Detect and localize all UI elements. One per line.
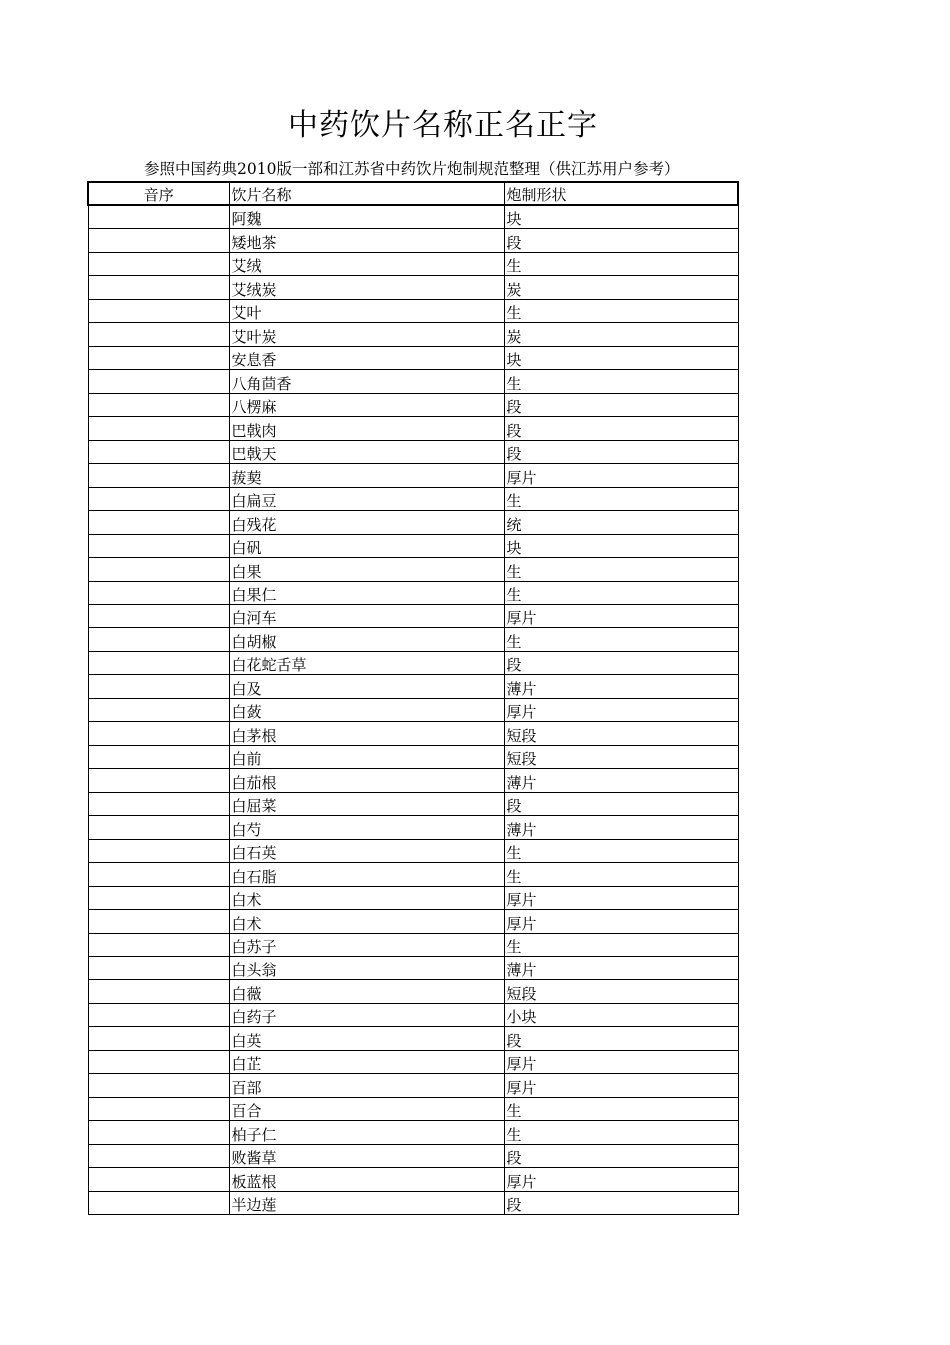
table-row bbox=[88, 534, 738, 557]
cell-processing-form: 厚片 bbox=[504, 1050, 738, 1073]
cell-processing-form: 厚片 bbox=[504, 604, 738, 627]
cell-herb-name: 菝葜 bbox=[229, 464, 504, 487]
cell-processing-form: 块 bbox=[504, 346, 738, 369]
cell-order bbox=[88, 698, 229, 721]
cell-processing-form: 厚片 bbox=[504, 464, 738, 487]
cell-processing-form: 生 bbox=[504, 1097, 738, 1120]
cell-order bbox=[88, 440, 229, 463]
cell-order bbox=[88, 1027, 229, 1050]
cell-processing-form: 生 bbox=[504, 252, 738, 275]
cell-processing-form: 生 bbox=[504, 933, 738, 956]
table-row bbox=[88, 487, 738, 510]
cell-order bbox=[88, 628, 229, 651]
cell-order bbox=[88, 839, 229, 862]
cell-order bbox=[88, 487, 229, 510]
cell-processing-form: 薄片 bbox=[504, 769, 738, 792]
cell-herb-name: 白果 bbox=[229, 558, 504, 581]
cell-processing-form: 段 bbox=[504, 792, 738, 815]
table-row bbox=[88, 511, 738, 534]
cell-order bbox=[88, 1168, 229, 1191]
cell-herb-name: 白前 bbox=[229, 745, 504, 768]
header-row bbox=[88, 182, 738, 205]
cell-processing-form: 段 bbox=[504, 440, 738, 463]
table-row bbox=[88, 464, 738, 487]
cell-herb-name: 白薇 bbox=[229, 980, 504, 1003]
cell-herb-name: 白术 bbox=[229, 886, 504, 909]
cell-processing-form: 炭 bbox=[504, 276, 738, 299]
table-row bbox=[88, 651, 738, 674]
herb-name-table bbox=[87, 181, 739, 1215]
cell-processing-form: 块 bbox=[504, 534, 738, 557]
table-row bbox=[88, 323, 738, 346]
cell-herb-name: 阿魏 bbox=[229, 205, 504, 229]
cell-herb-name: 白残花 bbox=[229, 511, 504, 534]
table-row bbox=[88, 440, 738, 463]
cell-herb-name: 败酱草 bbox=[229, 1144, 504, 1167]
table-row bbox=[88, 816, 738, 839]
table-row bbox=[88, 299, 738, 322]
cell-processing-form: 生 bbox=[504, 487, 738, 510]
cell-order bbox=[88, 346, 229, 369]
table-row bbox=[88, 1168, 738, 1191]
cell-herb-name: 矮地茶 bbox=[229, 229, 504, 252]
table-row bbox=[88, 1074, 738, 1097]
cell-order bbox=[88, 1121, 229, 1144]
cell-herb-name: 艾绒 bbox=[229, 252, 504, 275]
cell-order bbox=[88, 933, 229, 956]
table-row bbox=[88, 980, 738, 1003]
cell-herb-name: 白及 bbox=[229, 675, 504, 698]
table-body bbox=[88, 205, 738, 1215]
table-row bbox=[88, 957, 738, 980]
cell-order bbox=[88, 651, 229, 674]
cell-order bbox=[88, 722, 229, 745]
table-row bbox=[88, 1144, 738, 1167]
cell-herb-name: 白苏子 bbox=[229, 933, 504, 956]
table-row bbox=[88, 276, 738, 299]
cell-processing-form: 生 bbox=[504, 581, 738, 604]
table-row bbox=[88, 229, 738, 252]
cell-processing-form: 厚片 bbox=[504, 1168, 738, 1191]
cell-processing-form: 短段 bbox=[504, 980, 738, 1003]
cell-herb-name: 白药子 bbox=[229, 1003, 504, 1026]
cell-herb-name: 白扁豆 bbox=[229, 487, 504, 510]
cell-herb-name: 白蔹 bbox=[229, 698, 504, 721]
cell-processing-form: 段 bbox=[504, 1027, 738, 1050]
table-header bbox=[88, 182, 738, 205]
cell-processing-form: 生 bbox=[504, 628, 738, 651]
cell-order bbox=[88, 229, 229, 252]
cell-processing-form: 炭 bbox=[504, 323, 738, 346]
cell-herb-name: 白矾 bbox=[229, 534, 504, 557]
page-subtitle: 参照中国药典2010版一部和江苏省中药饮片炮制规范整理（供江苏用户参考） bbox=[144, 160, 680, 178]
table-row bbox=[88, 346, 738, 369]
table-row bbox=[88, 1050, 738, 1073]
cell-order bbox=[88, 558, 229, 581]
cell-processing-form: 厚片 bbox=[504, 698, 738, 721]
cell-herb-name: 白头翁 bbox=[229, 957, 504, 980]
cell-herb-name: 艾绒炭 bbox=[229, 276, 504, 299]
cell-order bbox=[88, 393, 229, 416]
table-row bbox=[88, 675, 738, 698]
table-row bbox=[88, 722, 738, 745]
table-row bbox=[88, 769, 738, 792]
cell-order bbox=[88, 1003, 229, 1026]
cell-order bbox=[88, 323, 229, 346]
table-row bbox=[88, 910, 738, 933]
cell-order bbox=[88, 1097, 229, 1120]
cell-herb-name: 白屈菜 bbox=[229, 792, 504, 815]
cell-order bbox=[88, 745, 229, 768]
cell-processing-form: 段 bbox=[504, 651, 738, 674]
table-row bbox=[88, 698, 738, 721]
cell-order bbox=[88, 792, 229, 815]
table-row bbox=[88, 933, 738, 956]
page-title: 中药饮片名称正名正字 bbox=[288, 108, 598, 143]
table-row bbox=[88, 792, 738, 815]
cell-processing-form: 生 bbox=[504, 558, 738, 581]
cell-herb-name: 白果仁 bbox=[229, 581, 504, 604]
cell-processing-form: 厚片 bbox=[504, 1074, 738, 1097]
cell-processing-form: 薄片 bbox=[504, 675, 738, 698]
cell-order bbox=[88, 205, 229, 229]
cell-processing-form: 统 bbox=[504, 511, 738, 534]
cell-order bbox=[88, 675, 229, 698]
cell-herb-name: 白河车 bbox=[229, 604, 504, 627]
cell-processing-form: 厚片 bbox=[504, 886, 738, 909]
cell-herb-name: 巴戟天 bbox=[229, 440, 504, 463]
table-row bbox=[88, 1003, 738, 1026]
cell-processing-form: 生 bbox=[504, 839, 738, 862]
cell-processing-form: 生 bbox=[504, 370, 738, 393]
cell-herb-name: 白术 bbox=[229, 910, 504, 933]
cell-herb-name: 百部 bbox=[229, 1074, 504, 1097]
table-row bbox=[88, 863, 738, 886]
table-row bbox=[88, 1027, 738, 1050]
cell-herb-name: 半边莲 bbox=[229, 1191, 504, 1214]
cell-order bbox=[88, 511, 229, 534]
cell-order bbox=[88, 417, 229, 440]
cell-herb-name: 艾叶炭 bbox=[229, 323, 504, 346]
cell-herb-name: 白茄根 bbox=[229, 769, 504, 792]
cell-order bbox=[88, 534, 229, 557]
cell-order bbox=[88, 1050, 229, 1073]
cell-order bbox=[88, 863, 229, 886]
header-name: 饮片名称 bbox=[229, 182, 504, 205]
cell-processing-form: 生 bbox=[504, 299, 738, 322]
cell-processing-form: 小块 bbox=[504, 1003, 738, 1026]
cell-processing-form: 段 bbox=[504, 1191, 738, 1214]
table-row bbox=[88, 745, 738, 768]
table-row bbox=[88, 581, 738, 604]
table-row bbox=[88, 1121, 738, 1144]
cell-herb-name: 百合 bbox=[229, 1097, 504, 1120]
cell-herb-name: 板蓝根 bbox=[229, 1168, 504, 1191]
cell-order bbox=[88, 816, 229, 839]
cell-herb-name: 白芷 bbox=[229, 1050, 504, 1073]
cell-order bbox=[88, 299, 229, 322]
cell-processing-form: 生 bbox=[504, 1121, 738, 1144]
cell-herb-name: 巴戟肉 bbox=[229, 417, 504, 440]
cell-processing-form: 薄片 bbox=[504, 816, 738, 839]
cell-processing-form: 段 bbox=[504, 229, 738, 252]
cell-processing-form: 生 bbox=[504, 863, 738, 886]
cell-order bbox=[88, 581, 229, 604]
cell-order bbox=[88, 604, 229, 627]
table-row bbox=[88, 205, 738, 229]
cell-herb-name: 艾叶 bbox=[229, 299, 504, 322]
cell-order bbox=[88, 886, 229, 909]
cell-order bbox=[88, 957, 229, 980]
cell-order bbox=[88, 370, 229, 393]
cell-processing-form: 段 bbox=[504, 1144, 738, 1167]
table-row bbox=[88, 417, 738, 440]
cell-herb-name: 白石脂 bbox=[229, 863, 504, 886]
cell-herb-name: 安息香 bbox=[229, 346, 504, 369]
cell-herb-name: 白芍 bbox=[229, 816, 504, 839]
cell-order bbox=[88, 276, 229, 299]
cell-order bbox=[88, 1074, 229, 1097]
cell-processing-form: 薄片 bbox=[504, 957, 738, 980]
table-row bbox=[88, 1191, 738, 1214]
header-order: 音序 bbox=[88, 182, 229, 205]
cell-order bbox=[88, 980, 229, 1003]
cell-herb-name: 白石英 bbox=[229, 839, 504, 862]
cell-herb-name: 白茅根 bbox=[229, 722, 504, 745]
cell-processing-form: 块 bbox=[504, 205, 738, 229]
cell-order bbox=[88, 464, 229, 487]
cell-order bbox=[88, 910, 229, 933]
cell-processing-form: 短段 bbox=[504, 745, 738, 768]
cell-herb-name: 柏子仁 bbox=[229, 1121, 504, 1144]
table-row bbox=[88, 604, 738, 627]
cell-herb-name: 八楞麻 bbox=[229, 393, 504, 416]
cell-order bbox=[88, 252, 229, 275]
table-row bbox=[88, 252, 738, 275]
table-row bbox=[88, 558, 738, 581]
cell-herb-name: 白花蛇舌草 bbox=[229, 651, 504, 674]
cell-herb-name: 八角茴香 bbox=[229, 370, 504, 393]
cell-order bbox=[88, 769, 229, 792]
cell-order bbox=[88, 1191, 229, 1214]
cell-processing-form: 厚片 bbox=[504, 910, 738, 933]
cell-processing-form: 段 bbox=[504, 417, 738, 440]
cell-processing-form: 段 bbox=[504, 393, 738, 416]
cell-processing-form: 短段 bbox=[504, 722, 738, 745]
table-row bbox=[88, 886, 738, 909]
table-row bbox=[88, 1097, 738, 1120]
table-row bbox=[88, 839, 738, 862]
table-row bbox=[88, 393, 738, 416]
cell-herb-name: 白胡椒 bbox=[229, 628, 504, 651]
cell-order bbox=[88, 1144, 229, 1167]
header-form: 炮制形状 bbox=[504, 182, 738, 205]
table-row bbox=[88, 370, 738, 393]
cell-herb-name: 白英 bbox=[229, 1027, 504, 1050]
table-row bbox=[88, 628, 738, 651]
